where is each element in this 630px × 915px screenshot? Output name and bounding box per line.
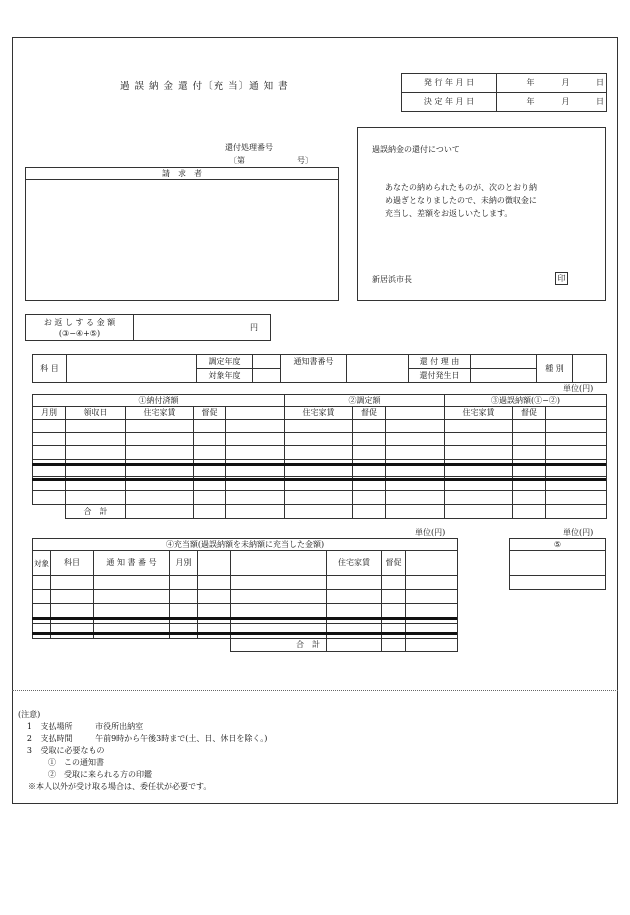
col-blank (386, 407, 445, 420)
note-item-2 (18, 733, 267, 744)
notice-box (357, 127, 606, 301)
notice-line: め過ぎとなりましたので、未納の徴収金に (385, 196, 537, 205)
document-title: 過 誤 納 金 還 付〔充 当〕通 知 書 (120, 81, 289, 92)
table-row (33, 576, 458, 590)
sec3-header: ③過誤納額(①−②) (445, 395, 607, 407)
notice-line: あなたの納められたものが、次のとおり納 (385, 183, 537, 192)
alloc-col-blank (231, 551, 327, 576)
note-label: 支払時間 (40, 734, 73, 743)
thick-divider (32, 617, 457, 620)
date-table (401, 73, 607, 112)
col-dunning: 督促 (194, 407, 226, 420)
alloc-col-dunning: 督促 (382, 551, 406, 576)
col-housing: 住宅家賃 (285, 407, 353, 420)
main-table (32, 394, 607, 519)
alloc-col-blank (406, 551, 458, 576)
info-table (32, 354, 607, 383)
note-num: 3 (26, 746, 32, 755)
unit-label-five: 単位(円) (563, 528, 594, 537)
notice-signer: 新居浜市長 (372, 275, 412, 284)
return-amount-formula: (③−④+⑤) (58, 328, 101, 338)
refund-number-open: 〔第 (229, 156, 245, 165)
info-subject-value (67, 355, 197, 383)
notice-body (385, 181, 537, 220)
alloc-col-notice-no: 通 知 書 番 号 (94, 551, 170, 576)
alloc-col-target: 対象 (33, 551, 51, 576)
info-kind-label: 種 別 (537, 355, 573, 383)
table-row (33, 590, 458, 604)
five-title: ⑤ (510, 539, 606, 551)
cut-line (12, 690, 618, 691)
col-dunning: 督促 (353, 407, 386, 420)
thick-divider (32, 463, 606, 466)
return-amount-table (25, 314, 271, 341)
info-subject-label: 科 目 (33, 355, 67, 383)
thick-divider (32, 632, 457, 635)
issue-date-day: 日 (572, 74, 607, 93)
alloc-col-month: 月別 (170, 551, 198, 576)
refund-number-close: 号〕 (297, 156, 313, 165)
alloc-total-blank (33, 639, 231, 652)
return-amount-unit: 円 (134, 315, 271, 341)
info-adjust-year-value (253, 355, 281, 369)
issue-date-month: 月 (537, 74, 572, 93)
table-row (33, 433, 607, 446)
info-reason-label: 還 付 理 由 (409, 355, 471, 369)
note-value: 午前9時から午後3時まで(土、日、休日を除く。) (95, 734, 268, 743)
info-target-year-value (253, 369, 281, 383)
note-num: 2 (26, 734, 32, 743)
info-date-value (471, 369, 537, 383)
info-target-year-label: 対象年度 (197, 369, 253, 383)
total-row (33, 639, 458, 652)
col-receipt-date: 領収日 (66, 407, 126, 420)
total-blank (33, 505, 66, 519)
note-sub-2: ② 受取に来られる方の印鑑 (48, 770, 152, 779)
refund-number-label: 還付処理番号 (225, 143, 273, 152)
decision-date-label: 決 定 年 月 日 (402, 93, 497, 112)
col-blank (546, 407, 607, 420)
unit-label-main: 単位(円) (563, 384, 594, 393)
info-notice-no-value (347, 355, 409, 383)
table-row (33, 446, 607, 460)
note-label: 受取に必要なもの (40, 746, 105, 755)
decision-date-year: 年 (497, 93, 537, 112)
decision-date-day: 日 (572, 93, 607, 112)
notice-heading: 過誤納金の還付について (372, 145, 460, 154)
total-label: 合 計 (66, 505, 126, 519)
table-row (33, 420, 607, 433)
sec2-header: ②調定額 (285, 395, 445, 407)
info-date-label: 還付発生日 (409, 369, 471, 383)
issue-date-year: 年 (497, 74, 537, 93)
alloc-total-label: 合 計 (231, 639, 327, 652)
note-item-1 (18, 721, 143, 732)
note-item-3 (18, 745, 105, 756)
claimant-box (25, 167, 339, 301)
unit-label-alloc: 単位(円) (415, 528, 446, 537)
info-kind-value (573, 355, 607, 383)
allocation-title: ④充当額(過誤納額を未納額に充当した金額) (33, 539, 458, 551)
table-row-gap (33, 604, 458, 624)
info-reason-value (471, 355, 537, 369)
info-notice-no-label: 通知書番号 (281, 355, 347, 383)
col-housing: 住宅家賃 (126, 407, 194, 420)
note-sub-1: ① この通知書 (48, 758, 104, 767)
note-label: 支払場所 (40, 722, 73, 731)
decision-date-month: 月 (537, 93, 572, 112)
five-cell (510, 576, 606, 590)
col-blank (226, 407, 285, 420)
five-table (509, 538, 606, 590)
notes-heading: (注意) (18, 710, 41, 719)
notice-line: 充当し、差額をお返しいたします。 (385, 209, 513, 218)
col-month: 月別 (33, 407, 66, 420)
note-num: 1 (26, 722, 32, 731)
col-housing: 住宅家賃 (445, 407, 513, 420)
issue-date-label: 発 行 年 月 日 (402, 74, 497, 93)
five-cell (510, 551, 606, 576)
info-adjust-year-label: 調定年度 (197, 355, 253, 369)
return-amount-label: お 返 し す る 金 額 (43, 317, 116, 327)
alloc-col-subject: 科目 (51, 551, 94, 576)
seal-stamp (555, 272, 568, 285)
col-dunning: 督促 (513, 407, 546, 420)
total-row (33, 505, 607, 519)
seal-label: 印 (555, 272, 568, 285)
claimant-header: 請 求 者 (26, 168, 338, 180)
table-row (33, 491, 607, 505)
alloc-col-blank (198, 551, 231, 576)
sec1-header: ①納付済額 (33, 395, 285, 407)
table-row (33, 624, 458, 639)
return-amount-label-cell (26, 315, 134, 341)
notes-footer: ※本人以外が受け取る場合は、委任状が必要です。 (28, 782, 212, 791)
note-value: 市役所出納室 (95, 722, 144, 731)
thick-divider (32, 478, 606, 481)
alloc-col-housing: 住宅家賃 (327, 551, 382, 576)
